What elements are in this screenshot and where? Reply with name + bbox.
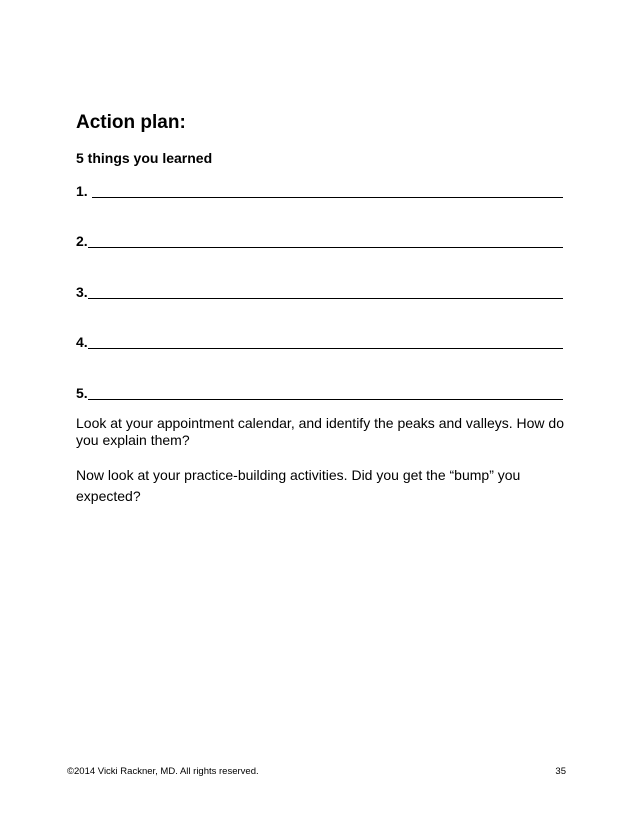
section-subheading: 5 things you learned bbox=[76, 150, 213, 166]
blank-line bbox=[92, 181, 563, 198]
item-number: 2. bbox=[76, 233, 88, 249]
instruction-paragraph-2: Now look at your practice-building activities. Did you get the “bump” you expected? bbox=[76, 467, 521, 504]
item-number: 3. bbox=[76, 284, 88, 300]
item-number: 4. bbox=[76, 334, 88, 350]
answer-line-3 bbox=[76, 280, 563, 300]
page-title: Action plan: bbox=[76, 112, 186, 133]
footer-copyright: ©2014 Vicki Rackner, MD. All rights reserved. bbox=[67, 766, 259, 777]
blank-line bbox=[88, 332, 563, 349]
answer-line-2 bbox=[76, 229, 563, 249]
blank-line bbox=[88, 231, 563, 248]
blank-line bbox=[88, 383, 563, 400]
blank-line bbox=[88, 282, 563, 299]
instruction-paragraph-1: Look at your appointment calendar, and identify the peaks and valleys. How do you explain them? bbox=[76, 415, 564, 448]
answer-line-1 bbox=[76, 179, 563, 199]
item-number: 5. bbox=[76, 385, 88, 401]
answer-line-4 bbox=[76, 330, 563, 350]
answer-line-5 bbox=[76, 381, 563, 401]
item-number: 1. bbox=[76, 183, 92, 199]
page-number: 35 bbox=[555, 766, 566, 777]
